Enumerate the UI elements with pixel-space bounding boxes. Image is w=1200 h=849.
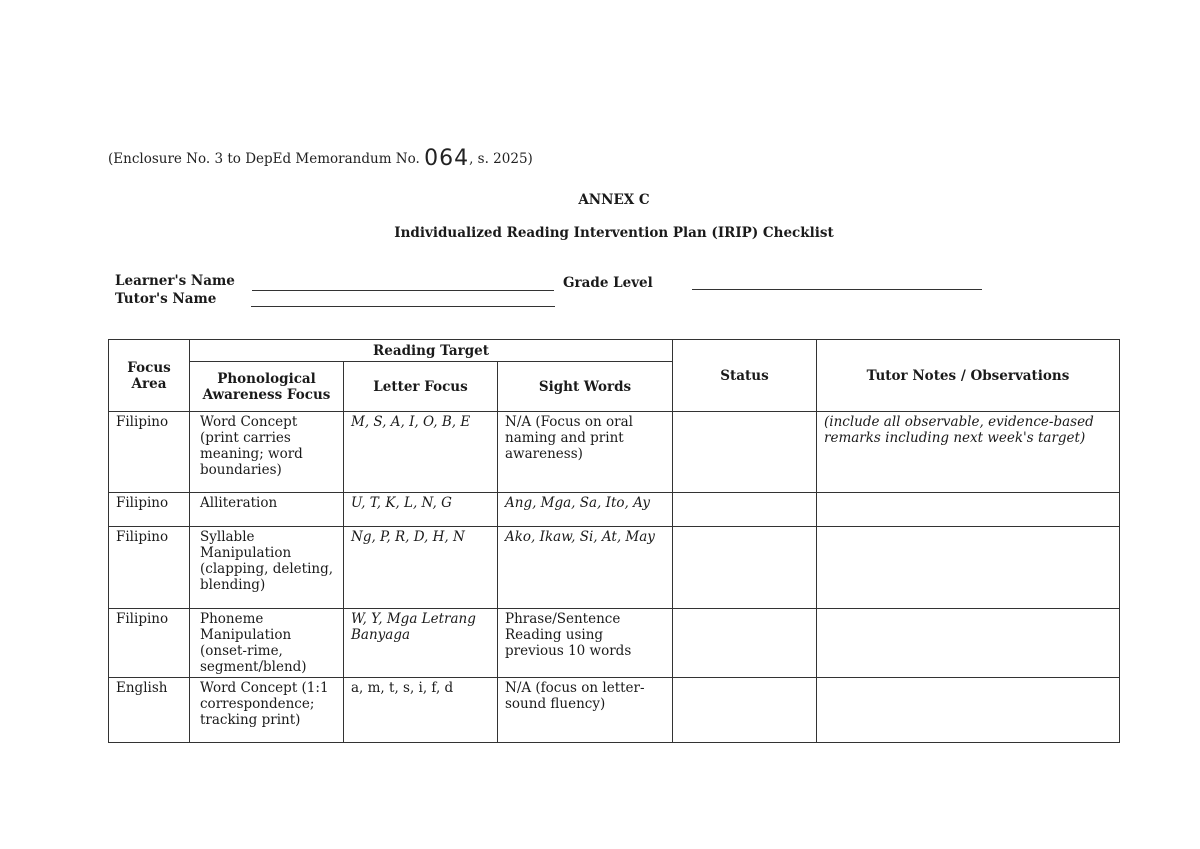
learner-name-label: Learner's Name [115, 273, 235, 289]
table-row [109, 412, 1120, 493]
header-sight-words: Sight Words [498, 362, 673, 412]
header-phonological: Phonological Awareness Focus [190, 362, 344, 412]
learner-name-field[interactable] [252, 290, 554, 291]
notes-cell[interactable] [817, 678, 1120, 743]
letter-focus-cell: U, T, K, L, N, G [344, 493, 498, 527]
grade-level-field[interactable] [692, 289, 982, 290]
sight-words-cell: Phrase/Sentence Reading using previous 10 words [498, 609, 673, 678]
table-row [109, 609, 1120, 678]
status-cell[interactable] [673, 412, 817, 493]
header-letter-focus: Letter Focus [344, 362, 498, 412]
table-row [109, 678, 1120, 743]
table-row [109, 527, 1120, 609]
phonological-cell: Word Concept (print carries meaning; word boundaries) [190, 412, 344, 493]
tutor-name-field[interactable] [251, 306, 555, 307]
document-title: Individualized Reading Intervention Plan (IRIP) Checklist [394, 225, 834, 241]
phonological-cell: Alliteration [190, 493, 344, 527]
header-focus-area: Focus Area [109, 340, 190, 412]
sight-words-cell: N/A (focus on letter-sound fluency) [498, 678, 673, 743]
annex-heading: ANNEX C [578, 192, 650, 208]
memo-number: 064 [424, 146, 470, 171]
header-tutor-notes: Tutor Notes / Observations [817, 340, 1120, 412]
status-cell[interactable] [673, 678, 817, 743]
letter-focus-cell: Ng, P, R, D, H, N [344, 527, 498, 609]
status-cell[interactable] [673, 527, 817, 609]
focus-area-cell: English [109, 678, 190, 743]
focus-area-cell: Filipino [109, 527, 190, 609]
focus-area-cell: Filipino [109, 493, 190, 527]
sight-words-cell: N/A (Focus on oral naming and print awareness) [498, 412, 673, 493]
header-status: Status [673, 340, 817, 412]
table-row [109, 493, 1120, 527]
enclosure-suffix: , s. 2025) [469, 151, 533, 167]
status-cell[interactable] [673, 493, 817, 527]
tutor-name-label: Tutor's Name [115, 291, 217, 307]
enclosure-reference [108, 146, 533, 171]
grade-level-label: Grade Level [563, 275, 653, 291]
phonological-cell: Word Concept (1:1 correspondence; tracking print) [190, 678, 344, 743]
header-reading-target: Reading Target [190, 340, 673, 362]
sight-words-cell: Ako, Ikaw, Si, At, May [498, 527, 673, 609]
letter-focus-cell: W, Y, Mga Letrang Banyaga [344, 609, 498, 678]
status-cell[interactable] [673, 609, 817, 678]
notes-cell[interactable]: (include all observable, evidence-based remarks including next week's target) [817, 412, 1120, 493]
notes-cell[interactable] [817, 527, 1120, 609]
focus-area-cell: Filipino [109, 609, 190, 678]
phonological-cell: Phoneme Manipulation (onset-rime, segment/blend) [190, 609, 344, 678]
irip-checklist-table [108, 339, 1120, 743]
letter-focus-cell: a, m, t, s, i, f, d [344, 678, 498, 743]
enclosure-prefix: (Enclosure No. 3 to DepEd Memorandum No. [108, 151, 420, 167]
letter-focus-cell: M, S, A, I, O, B, E [344, 412, 498, 493]
phonological-cell: Syllable Manipulation (clapping, deleting, blending) [190, 527, 344, 609]
notes-cell[interactable] [817, 609, 1120, 678]
notes-cell[interactable] [817, 493, 1120, 527]
sight-words-cell: Ang, Mga, Sa, Ito, Ay [498, 493, 673, 527]
focus-area-cell: Filipino [109, 412, 190, 493]
